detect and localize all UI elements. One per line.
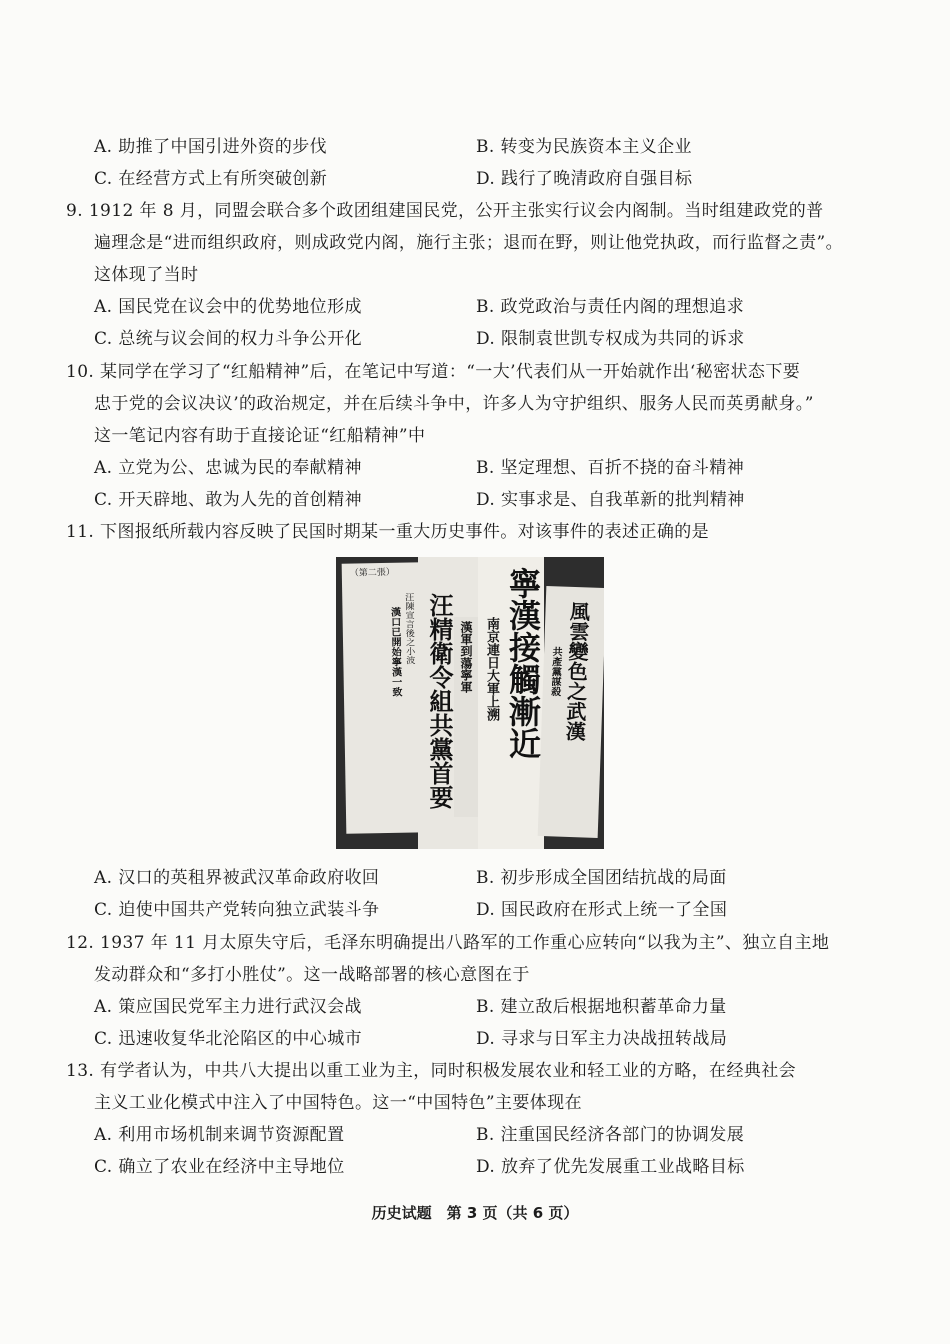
- q10-option-c: C. 开天辟地、敢为人先的首创精神: [94, 490, 363, 510]
- q13-option-b: B. 注重国民经济各部门的协调发展: [476, 1125, 745, 1145]
- q13-option-d: D. 放弃了优先发展重工业战略目标: [476, 1157, 745, 1177]
- newspaper-strip: [454, 617, 478, 817]
- q10-option-d: D. 实事求是、自我革新的批判精神: [476, 490, 745, 510]
- q9-option-a: A. 国民党在议会中的优势地位形成: [94, 297, 362, 317]
- q9-option-d: D. 限制袁世凯专权成为共同的诉求: [476, 329, 745, 349]
- q11-option-b: B. 初步形成全国团结抗战的局面: [476, 868, 727, 888]
- q9-stem-line-3: 这体现了当时: [94, 265, 199, 285]
- q11-option-d: D. 国民政府在形式上统一了全国: [476, 900, 728, 920]
- newspaper-header: （第二張）: [349, 567, 395, 579]
- q10-option-a: A. 立党为公、忠诚为民的奉献精神: [94, 458, 362, 478]
- q8-option-d: D. 践行了晚清政府自强目标: [476, 169, 693, 189]
- q9-option-c: C. 总统与议会间的权力斗争公开化: [94, 329, 363, 349]
- newspaper-main-sheet: [478, 557, 544, 849]
- newspaper-col-6: 漢口已開始寧漢一致: [388, 606, 401, 697]
- q12-option-b: B. 建立敌后根据地积蓄革命力量: [476, 997, 727, 1017]
- q13-option-a: A. 利用市场机制来调节资源配置: [94, 1125, 345, 1145]
- q10-stem-line-2: 忠于党的会议决议’的政治规定，并在后续斗争中，许多人为守护组织、服务人民而英勇献身。”: [94, 394, 814, 414]
- q9-option-b: B. 政党政治与责任内阁的理想追求: [476, 297, 745, 317]
- q9-stem-line-2: 遍理念是“进而组织政府，则成政党内阁，施行主张；退而在野，则让他党执政，而行监督之责”。: [94, 233, 843, 253]
- newspaper-photo: [336, 557, 604, 849]
- newspaper-col-8: 共產黨謀殺: [548, 646, 562, 697]
- newspaper-right-sheet: [538, 586, 604, 838]
- q10-stem-line-3: 这一笔记内容有助于直接论证“红船精神”中: [94, 426, 426, 446]
- q10-stem-line-1: 10. 某同学在学习了“红船精神”后，在笔记中写道：“一大’代表们从一开始就作出‘秘密状态下要: [66, 362, 801, 382]
- q11-stem-line-1: 11. 下图报纸所载内容反映了民国时期某一重大历史事件。对该事件的表述正确的是: [66, 522, 710, 542]
- q10-option-b: B. 坚定理想、百折不挠的奋斗精神: [476, 458, 745, 478]
- q12-stem-line-2: 发动群众和“多打小胜仗”。这一战略部署的核心意图在于: [94, 965, 530, 985]
- page-footer: 历史试题 第 3 页（共 6 页）: [371, 1204, 579, 1222]
- q12-stem-line-1: 12. 1937 年 11 月太原失守后，毛泽东明确提出八路军的工作重心应转向“以我为主”、独立自主地: [66, 933, 830, 953]
- q13-stem-line-1: 13. 有学者认为，中共八大提出以重工业为主，同时积极发展农业和轻工业的方略，在经典社会: [66, 1061, 797, 1081]
- newspaper-col-7: 風雲變色之武漢: [561, 600, 591, 742]
- newspaper-small-text: [360, 603, 373, 621]
- q8-option-a: A. 助推了中国引进外资的步伐: [94, 137, 328, 157]
- q11-option-a: A. 汉口的英租界被武汉革命政府收回: [94, 868, 380, 888]
- newspaper-col-1: 寧漢接觸漸近: [504, 567, 542, 759]
- q13-option-c: C. 确立了农业在经济中主导地位: [94, 1157, 345, 1177]
- newspaper-col-4: 汪精衛令組共黨首要: [425, 593, 454, 809]
- q13-stem-line-2: 主义工业化模式中注入了中国特色。这一“中国特色”主要体现在: [94, 1093, 582, 1113]
- q12-option-a: A. 策应国民党军主力进行武汉会战: [94, 997, 362, 1017]
- newspaper-col-2: 南京連日大軍上溯: [484, 617, 499, 721]
- newspaper-col-3: 漢軍到蕩寧軍: [459, 621, 473, 693]
- q12-option-d: D. 寻求与日军主力决战扭转战局: [476, 1029, 728, 1049]
- q12-option-c: C. 迅速收复华北沦陷区的中心城市: [94, 1029, 363, 1049]
- q11-option-c: C. 迫使中国共产党转向独立武装斗争: [94, 900, 380, 920]
- q9-stem-line-1: 9. 1912 年 8 月，同盟会联合多个政团组建国民党，公开主张实行议会内阁制。当时组建政党的普: [66, 201, 824, 221]
- newspaper-left-sheet: [342, 562, 429, 833]
- newspaper-col-5: 汪陳宣言後之小波: [403, 592, 415, 665]
- q8-option-c: C. 在经营方式上有所突破创新: [94, 169, 328, 189]
- q8-option-b: B. 转变为民族资本主义企业: [476, 137, 692, 157]
